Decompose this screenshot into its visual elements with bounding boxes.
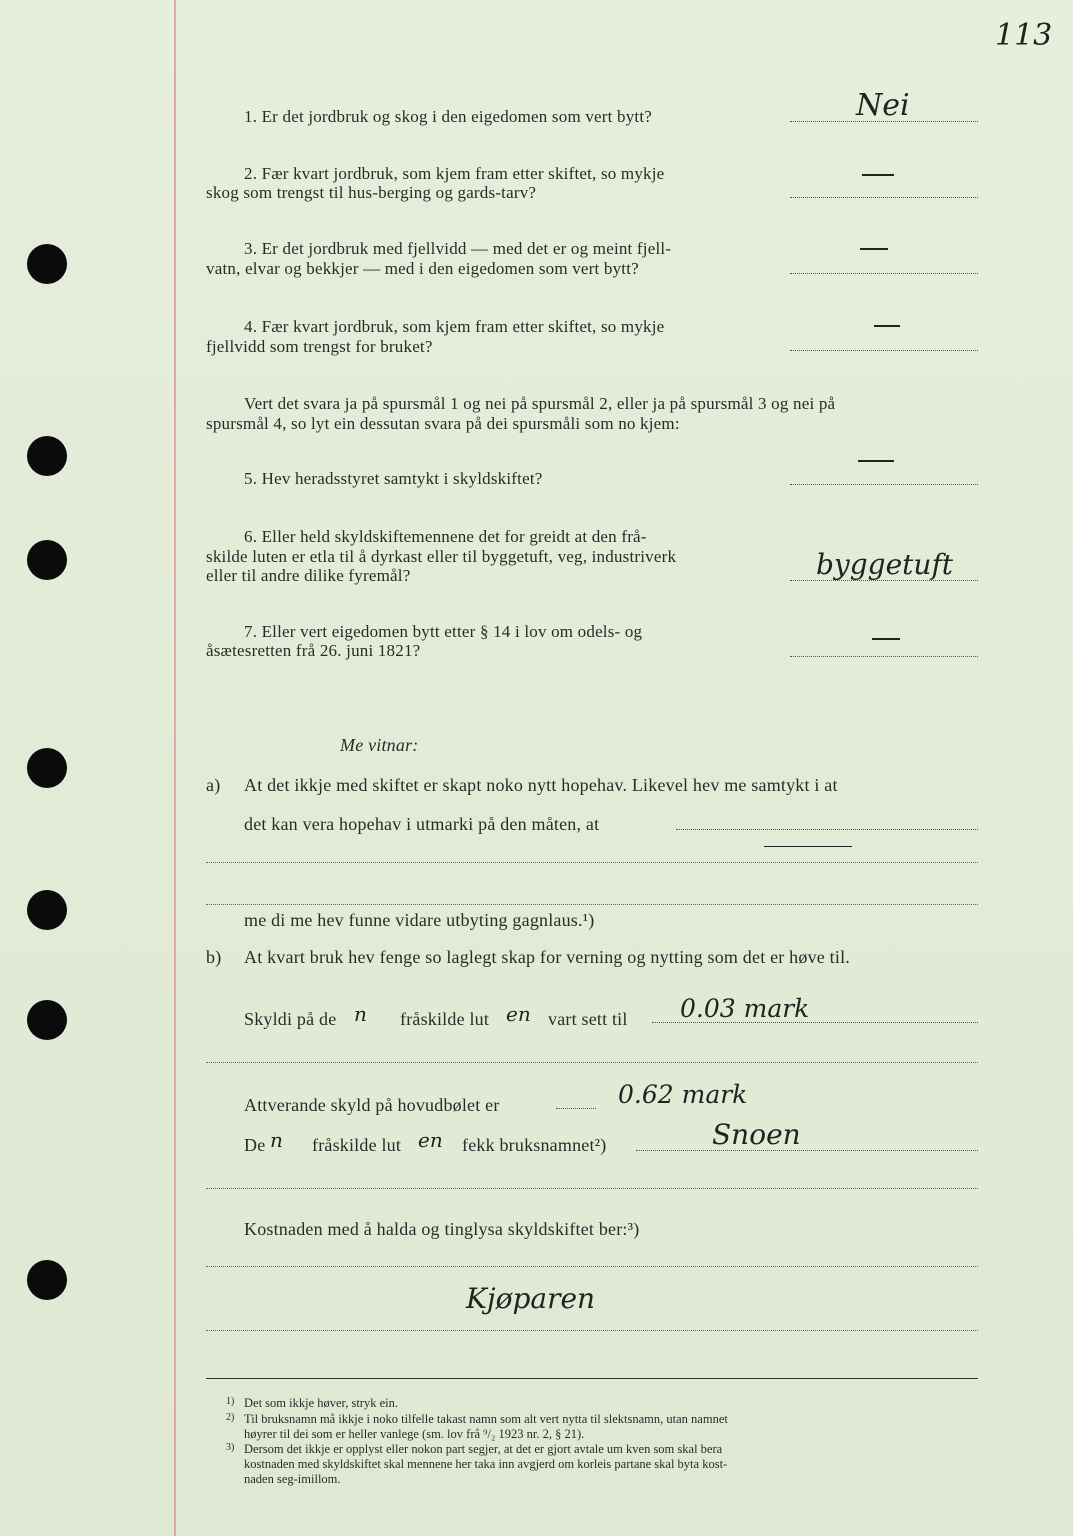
section-a-blank-line-1 [206,862,978,863]
skyld-text-1: Skyldi på de [244,1009,337,1029]
question-7-line-1: 7. Eller vert eigedomen bytt etter § 14 i lov om odels- og [244,622,643,641]
margin-line [174,0,176,1536]
answer-line-4 [790,350,978,351]
binder-hole [27,244,67,284]
bruksnamn-fill-line [636,1150,978,1151]
bruksnamn-handwritten-2: en [418,1128,443,1152]
binder-hole [27,890,67,930]
question-6-line-2: skilde luten er etla til å dyrkast eller til byggetuft, veg, industriverk [206,547,677,566]
footnote-2-line-1: Til bruksnamn må ikkje i noko tilfelle takast namn som alt vert nytta til slektsnamn, utan namnet [244,1412,728,1426]
bruksnamn-handwritten-1: n [270,1128,283,1152]
footnote-3-line-3: naden seg-imillom. [244,1472,341,1486]
skyld-handwritten-1: n [354,1002,367,1026]
question-2-line-1: 2. Fær kvart jordbruk, som kjem fram etter skiftet, so mykje [244,164,665,183]
section-b-line-1: At kvart bruk hev fenge so laglegt skap for verning og nytting som det er høve til. [244,947,850,967]
kostnad-label: Kostnaden med å halda og tinglysa skyldskiftet ber:³) [244,1219,640,1239]
footnote-2-line-2: høyrer til dei som er heller vanlege (sm. lov frå ⁹/₂ 1923 nr. 2, § 21). [244,1427,585,1441]
kostnad-blank-line-2 [206,1330,978,1331]
page-number: 113 [995,18,1053,53]
skyld-text-3: vart sett til [548,1009,628,1029]
section-a-answer-dash [764,846,852,847]
section-a-marker: a) [206,775,221,795]
intro-line-1: Vert det svara ja på spursmål 1 og nei på spursmål 2, eller ja på spursmål 3 og nei på [244,394,836,413]
footnote-3-line-1: Dersom det ikkje er opplyst eller nokon part segjer, at det er gjort avtale um kven som skal bera [244,1442,723,1456]
witness-heading: Me vitnar: [340,735,419,755]
answer-line-3 [790,273,978,274]
question-3-line-1: 3. Er det jordbruk med fjellvidd — med det er og meint fjell- [244,239,672,258]
kostnad-blank-line-1 [206,1266,978,1267]
footnote-1-mark: 1) [226,1396,235,1407]
answer-4-dash [874,325,900,327]
bruksnamn-blank-line [206,1188,978,1189]
skyld-text-2: fråskilde lut [400,1009,490,1029]
bruksnamn-text-1: De [244,1135,266,1155]
skyld-handwritten-2: en [506,1002,531,1026]
skyld-value: 0.03 mark [680,994,810,1023]
binder-hole [27,1000,67,1040]
footnote-3-mark: 3) [226,1442,235,1453]
question-5-line-1: 5. Hev heradsstyret samtykt i skyldskiftet? [244,469,543,488]
answer-6: byggetuft [816,548,954,581]
answer-3-dash [860,248,888,250]
bruksnamn-value: Snoen [712,1118,801,1151]
answer-line-2 [790,197,978,198]
footnote-2-mark: 2) [226,1412,235,1423]
question-6-line-3: eller til andre dilike fyremål? [206,566,411,585]
binder-hole [27,540,67,580]
question-3-line-2: vatn, elvar og bekkjer — med i den eigedomen som vert bytt? [206,259,639,278]
footnote-separator [206,1378,978,1379]
question-6-line-1: 6. Eller held skyldskiftemennene det for greidt at den frå- [244,527,647,546]
answer-line-7 [790,656,978,657]
attverande-fill-line [556,1108,596,1109]
bruksnamn-text-3: fekk bruksnamnet²) [462,1135,607,1155]
section-a-fill-line [676,829,978,830]
footnote-1-line-1: Det som ikkje høver, stryk ein. [244,1396,398,1410]
section-a-line-2: det kan vera hopehav i utmarki på den måten, at [244,814,600,834]
question-4-line-1: 4. Fær kvart jordbruk, som kjem fram etter skiftet, so mykje [244,317,665,336]
binder-hole [27,1260,67,1300]
section-b-marker: b) [206,947,222,967]
attverande-value: 0.62 mark [618,1080,748,1109]
kostnad-value: Kjøparen [466,1282,596,1315]
skyld-blank-line [206,1062,978,1063]
answer-line-5 [790,484,978,485]
binder-hole [27,748,67,788]
question-7-line-2: åsætesretten frå 26. juni 1821? [206,641,421,660]
question-4-line-2: fjellvidd som trengst for bruket? [206,337,433,356]
binder-hole [27,436,67,476]
section-a-line-3: me di me hev funne vidare utbyting gagnlaus.¹) [244,910,595,930]
question-2-line-2: skog som trengst til hus-berging og gards-tarv? [206,183,537,202]
section-a-line-1: At det ikkje med skiftet er skapt noko nytt hopehav. Likevel hev me samtykt i at [244,775,838,795]
answer-7-dash [872,638,900,640]
question-1-line-1: 1. Er det jordbruk og skog i den eigedomen som vert bytt? [244,107,652,126]
section-a-blank-line-2 [206,904,978,905]
intro-line-2: spursmål 4, so lyt ein dessutan svara på dei spursmåli som no kjem: [206,414,680,433]
bruksnamn-text-2: fråskilde lut [312,1135,402,1155]
answer-2-dash [862,174,894,176]
answer-5-dash [858,460,894,462]
answer-1: Nei [856,88,910,123]
attverande-label: Attverande skyld på hovudbølet er [244,1095,500,1115]
footnote-3-line-2: kostnaden med skyldskiftet skal mennene her taka inn avgjerd om korleis partane skal byta kost- [244,1457,728,1471]
